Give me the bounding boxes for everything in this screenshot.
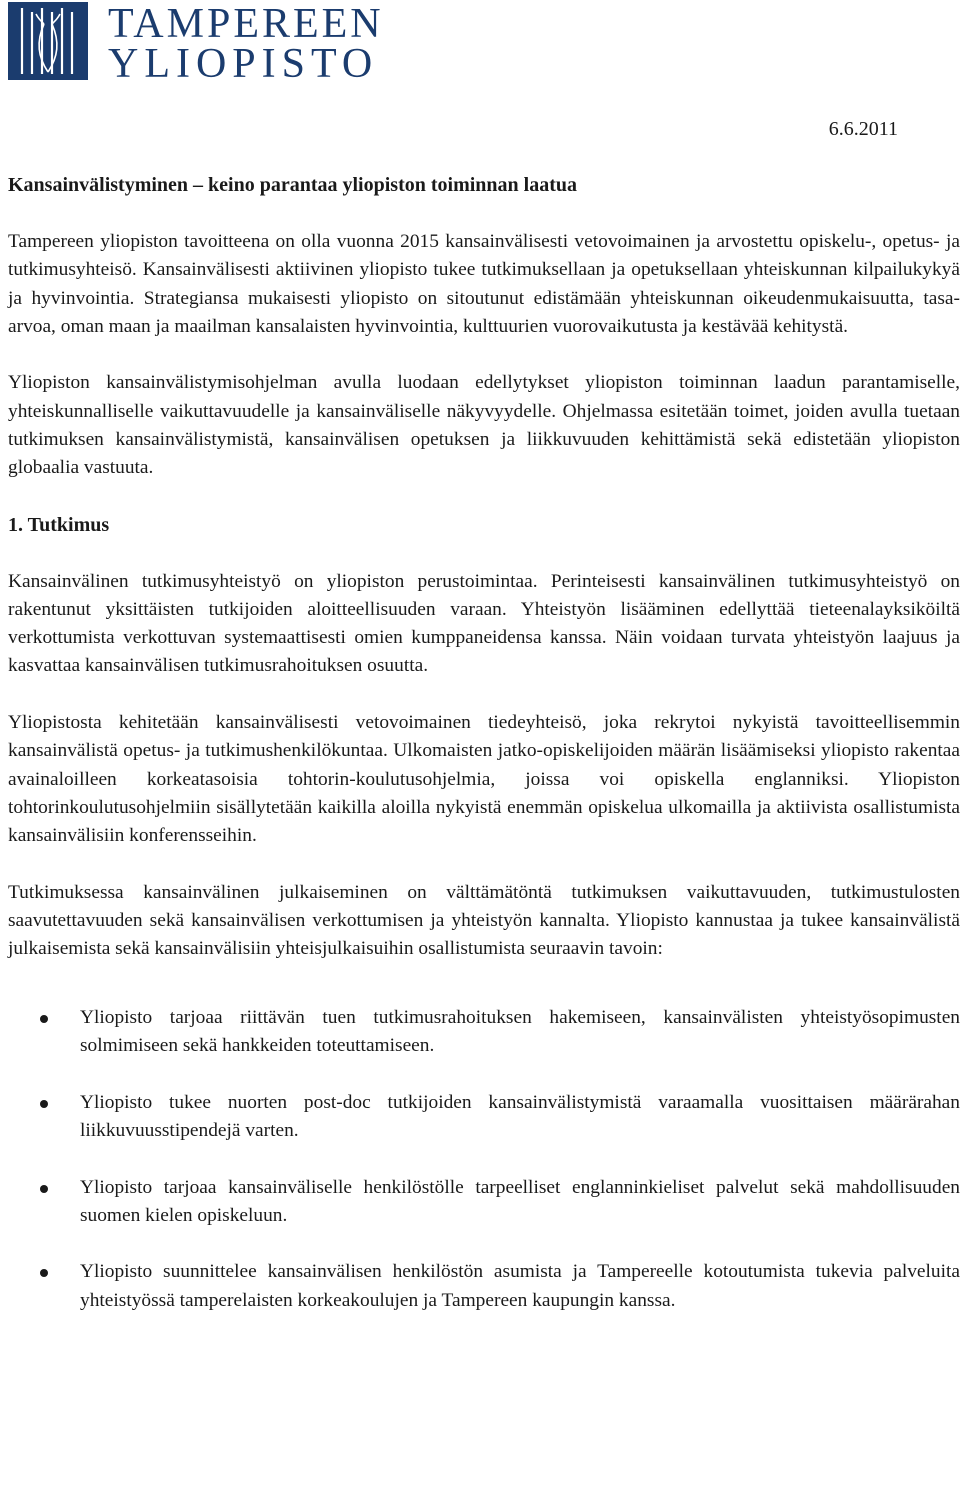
intro-paragraph: Yliopiston kansainvälistymisohjelman avulla luodaan edellytykset yliopiston toiminnan laadun parantamiselle, yhteiskunnalliselle vaikuttavuudelle ja kansainväliselle näkyvyydelle. Ohjelmassa esitetään toimet, joiden avulla tuetaan tutkimuksen kansainvälistymistä, kansainvälisen opetuksen ja liikkuvuuden kehittämistä sekä edistetään yliopiston globaalia vastuuta. [8, 372, 960, 479]
university-emblem-icon [8, 2, 88, 80]
document-date: 6.6.2011 [828, 118, 898, 140]
university-logo [8, 1, 428, 87]
section-paragraph: Kansainvälinen tutkimusyhteistyö on yliopiston perustoimintaa. Perinteisesti kansainvälinen tutkimusyhteistyö on rakentunut yksittäisten tutkijoiden aloitteellisuuden varaan. Yhteistyön lisääminen edellyttää tieteenalayksiköiltä verkottumista verkottuvan systemaattisesti omien kumppaneidensa kanssa. Näin voidaan turvata yhteistyön laajuus ja kasvattaa kansainvälisen tutkimusrahoituksen osuutta. [8, 570, 960, 677]
list-item-text: Yliopisto tarjoaa riittävän tuen tutkimusrahoituksen hakemiseen, kansainvälisten yhteistyösopimusten solmimiseen sekä hankkeiden toteuttamiseen. [80, 1006, 960, 1057]
bullet-icon [40, 1015, 48, 1023]
logo-line-yliopisto: YLIOPISTO [108, 41, 379, 87]
section-paragraph: Tutkimuksessa kansainvälinen julkaiseminen on välttämätöntä tutkimuksen vaikuttavuuden, tutkimustulosten saavutettavuuden sekä kansainvälisen verkottumisen ja yhteistyön kannalta. Yliopisto kannustaa ja tukee kansainvälistä julkaisemista sekä kansainvälisiin yhteisjulkaisuihin osallistumista seuraavin tavoin: [8, 881, 960, 960]
document-title: Kansainvälistyminen – keino parantaa yliopiston toiminnan laatua [8, 174, 578, 196]
bullet-icon [40, 1100, 48, 1108]
section-heading: 1. Tutkimus [8, 513, 110, 536]
bullet-list [8, 1004, 960, 1315]
list-item-text: Yliopisto tarjoaa kansainväliselle henkilöstölle tarpeelliset englanninkieliset palvelut sekä mahdollisuuden suomen kielen opiskeluun. [80, 1176, 960, 1226]
bullet-icon [40, 1269, 48, 1277]
list-item [8, 1174, 960, 1231]
list-item [8, 1004, 960, 1061]
bullet-icon [40, 1185, 48, 1193]
logo-line-tampereen: TAMPEREEN [108, 1, 384, 47]
list-item-text: Yliopisto suunnittelee kansainvälisen henkilöstön asumista ja Tampereelle kotoutumista tukevia palveluita yhteistyössä tamperelaisten korkeakoulujen ja Tampereen kaupungin kanssa. [80, 1261, 960, 1311]
list-item [8, 1258, 960, 1315]
list-item-text: Yliopisto tukee nuorten post-doc tutkijoiden kansainvälistymistä varaamalla vuosittaisen määrärahan liikkuvuusstipendejä varten. [80, 1091, 960, 1141]
intro-paragraph: Tampereen yliopiston tavoitteena on olla vuonna 2015 kansainvälisesti vetovoimainen ja arvostettu opiskelu-, opetus- ja tutkimusyhteisö. Kansainvälisesti aktiivinen yliopisto tukee tutkimuksellaan ja opetuksellaan yhteiskunnan kilpailukykyä ja hyvinvointia. Strategiansa mukaisesti yliopisto on sitoutunut edistämään yhteiskunnan oikeudenmukaisuutta, tasa-arvoa, oman maan ja maailman kansalaisten hyvinvointia, kulttuurien vuorovaikutusta ja kestävää kehitystä. [8, 231, 960, 337]
document-body [8, 228, 960, 1343]
logo-wordmark [108, 2, 384, 85]
section-paragraph: Yliopistosta kehitetään kansainvälisesti vetovoimainen tiedeyhteisö, joka rekrytoi nykyistä tavoitteellisemmin kansainvälistä opetus- ja tutkimushenkilökuntaa. Ulkomaisten jatko-opiskelijoiden määrän lisäämiseksi yliopisto rakentaa avainaloilleen korkeatasoisia tohtorin-koulutusohjelmia, joissa voi opiskella englanniksi. Yliopiston tohtorinkoulutusohjelmiin sisällytetään kaikilla aloilla nykyistä enemmän opiskelua ulkomailla ja aktiivista osallistumista kansainvälisiin konferensseihin. [8, 712, 960, 847]
list-item [8, 1089, 960, 1146]
